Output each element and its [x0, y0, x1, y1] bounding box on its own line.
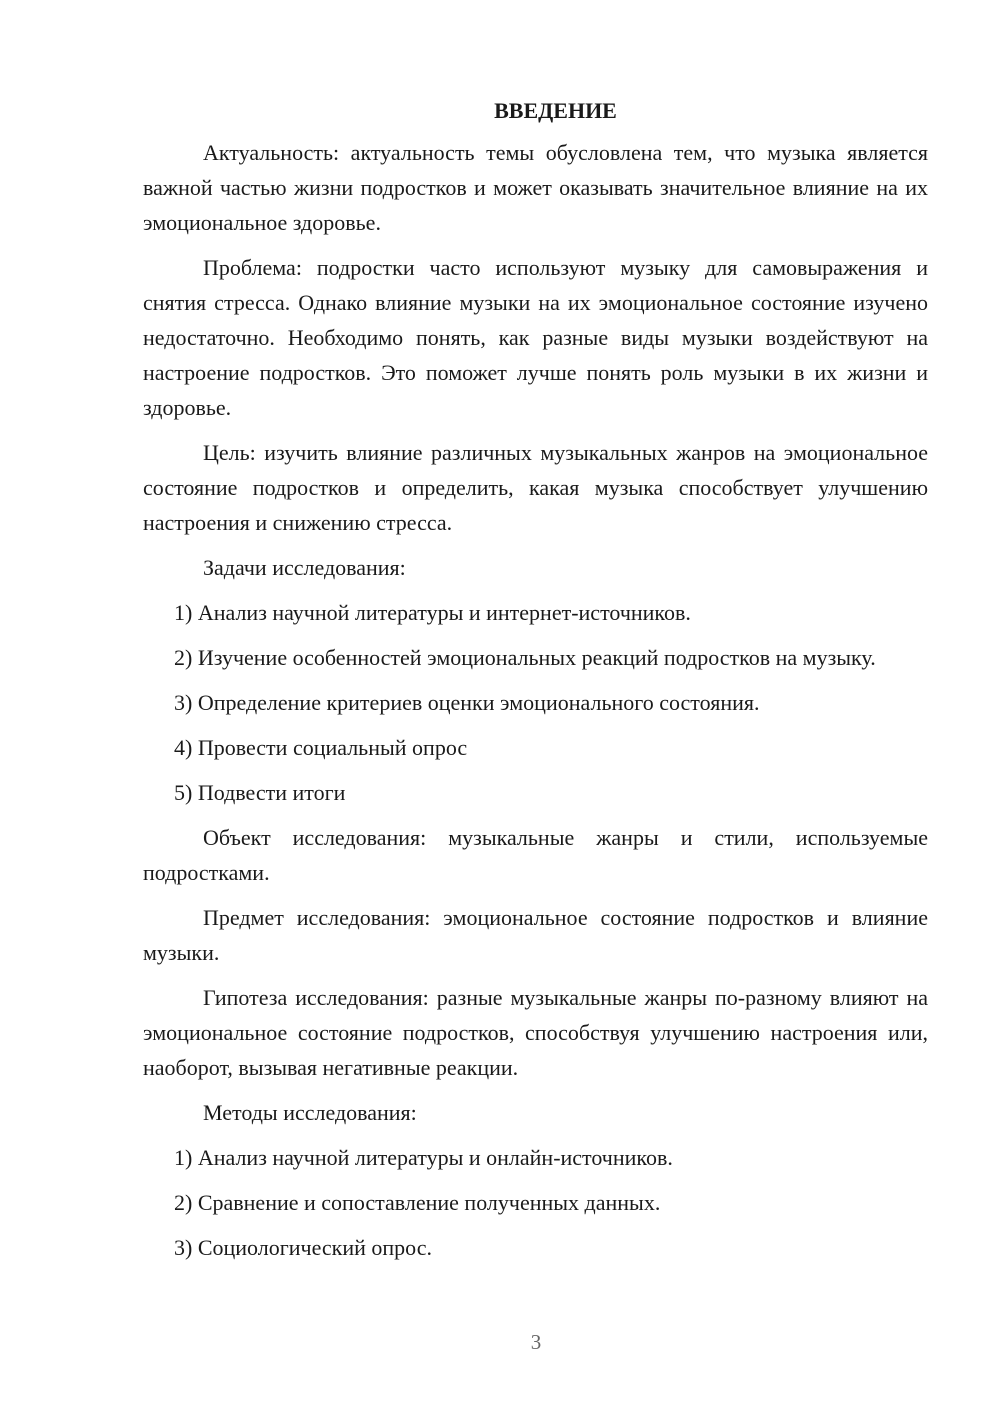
method-item-3: 3) Социологический опрос.	[174, 1235, 432, 1260]
task-item-1: 1) Анализ научной литературы и интернет-источников.	[174, 600, 691, 625]
task-item-2: 2) Изучение особенностей эмоциональных реакций подростков на музыку.	[174, 645, 876, 670]
method-item-1: 1) Анализ научной литературы и онлайн-источников.	[174, 1145, 673, 1170]
problem-paragraph: Проблема: подростки часто используют музыку для самовыражения и снятия стресса. Однако влияние музыки на их эмоциональное состояние изучено недостаточно. Необходимо понять, как разные виды музыки воздействуют на настроение подростков. Это поможет лучше понять роль музыки в их жизни и здоровье.	[143, 255, 928, 420]
method-item-2: 2) Сравнение и сопоставление полученных данных.	[174, 1190, 661, 1215]
task-item-5: 5) Подвести итоги	[174, 780, 346, 805]
task-item-3: 3) Определение критериев оценки эмоционального состояния.	[174, 690, 760, 715]
tasks-heading: Задачи исследования:	[203, 555, 406, 580]
task-item-4: 4) Провести социальный опрос	[174, 735, 468, 760]
page-number: 3	[530, 1330, 542, 1354]
section-title: ВВЕДЕНИЕ	[494, 98, 617, 123]
object-paragraph: Объект исследования: музыкальные жанры и стили, используемые подростками.	[143, 825, 928, 885]
methods-heading: Методы исследования:	[203, 1100, 417, 1125]
relevance-paragraph: Актуальность: актуальность темы обусловлена тем, что музыка является важной частью жизни подростков и может оказывать значительное влияние на их эмоциональное здоровье.	[143, 140, 928, 235]
goal-paragraph: Цель: изучить влияние различных музыкальных жанров на эмоциональное состояние подростков и определить, какая музыка способствует улучшению настроения и снижению стресса.	[143, 440, 928, 535]
page-content	[143, 94, 928, 1275]
subject-paragraph: Предмет исследования: эмоциональное состояние подростков и влияние музыки.	[143, 905, 928, 965]
hypothesis-paragraph: Гипотеза исследования: разные музыкальные жанры по-разному влияют на эмоциональное состояние подростков, способствуя улучшению настроения или, наоборот, вызывая негативные реакции.	[143, 985, 928, 1080]
